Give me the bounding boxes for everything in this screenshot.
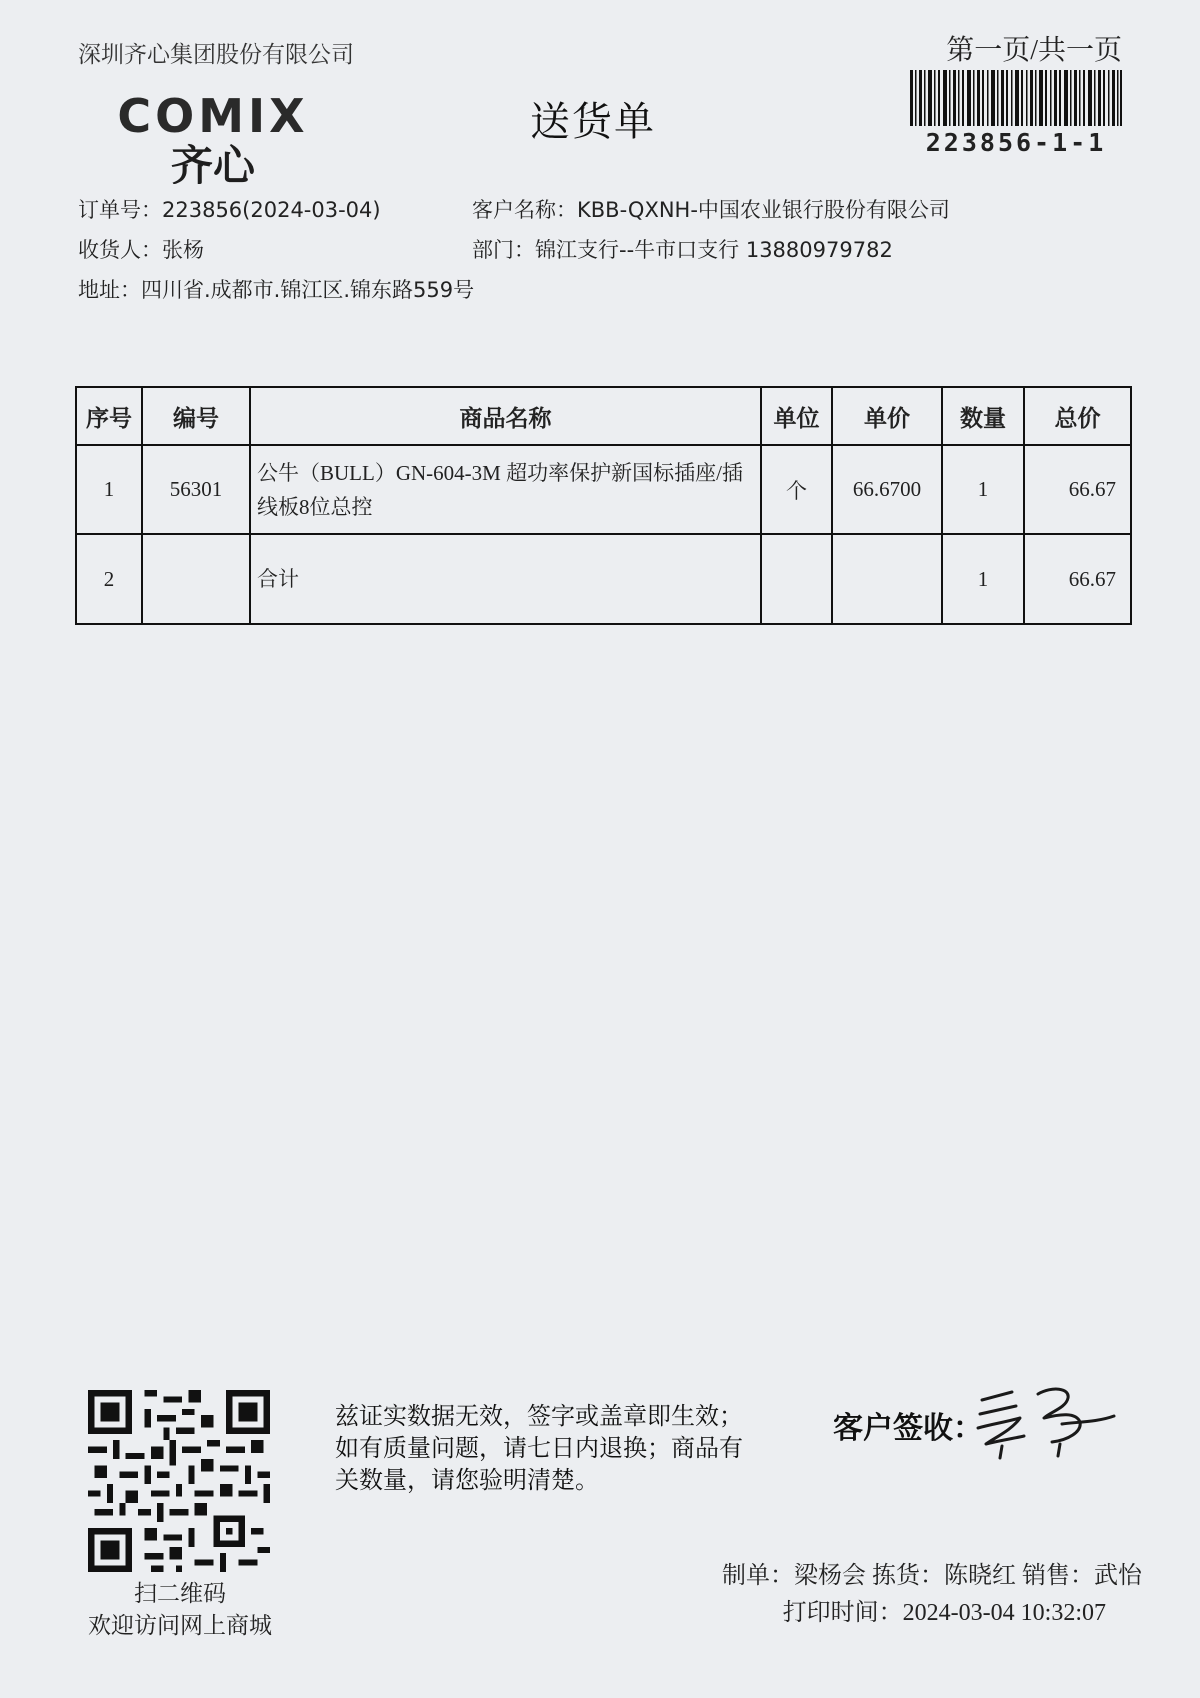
header-index: 序号 bbox=[76, 387, 142, 445]
cell-quantity: 1 bbox=[942, 534, 1024, 624]
staff-line: 制单：梁杨会 拣货：陈晓红 销售：武怡 bbox=[722, 1563, 1142, 1589]
table-row bbox=[76, 534, 1131, 624]
print-time: 打印时间：2024-03-04 10:32:07 bbox=[782, 1600, 1106, 1626]
comix-logo bbox=[98, 92, 328, 184]
cell-product-name: 合计 bbox=[250, 534, 761, 624]
header-code: 编号 bbox=[142, 387, 250, 445]
qr-caption-line-2: 欢迎访问网上商城 bbox=[88, 1613, 272, 1638]
receiver: 收货人：张杨 bbox=[78, 238, 204, 262]
cell-unit bbox=[761, 534, 832, 624]
notice-text: 兹证实数据无效，签字或盖章即生效；如有质量问题，请七日内退换；商品有关数量，请您验明清楚。 bbox=[335, 1402, 743, 1494]
barcode-number: 223856-1-1 bbox=[925, 128, 1107, 157]
header-total: 总价 bbox=[1024, 387, 1131, 445]
cell-quantity: 1 bbox=[942, 445, 1024, 534]
cell-total: 66.67 bbox=[1024, 534, 1131, 624]
customer-sign-label: 客户签收： bbox=[833, 1411, 983, 1446]
cell-unit-price: 66.6700 bbox=[832, 445, 942, 534]
table-row bbox=[76, 445, 1131, 534]
department: 部门：锦江支行--牛市口支行 13880979782 bbox=[472, 238, 893, 262]
cell-unit: 个 bbox=[761, 445, 832, 534]
table-header-row bbox=[76, 387, 1131, 445]
order-number: 订单号：223856(2024-03-04) bbox=[78, 198, 381, 222]
header-unit: 单位 bbox=[761, 387, 832, 445]
cell-product-name: 公牛（BULL）GN-604-3M 超功率保护新国标插座/插线板8位总控 bbox=[250, 445, 761, 534]
cell-code: 56301 bbox=[142, 445, 250, 534]
customer-name: 客户名称：KBB-QXNH-中国农业银行股份有限公司 bbox=[472, 198, 950, 222]
logo-text: COMIX bbox=[117, 92, 309, 143]
company-name: 深圳齐心集团股份有限公司 bbox=[78, 42, 354, 67]
cell-total: 66.67 bbox=[1024, 445, 1131, 534]
header-quantity: 数量 bbox=[942, 387, 1024, 445]
items-table bbox=[75, 386, 1132, 625]
logo-chinese: 齐心 bbox=[170, 141, 256, 184]
cell-unit-price bbox=[832, 534, 942, 624]
qr-caption-line-1: 扫二维码 bbox=[134, 1581, 226, 1606]
qr-caption bbox=[70, 1578, 290, 1642]
document-title: 送货单 bbox=[530, 99, 656, 145]
header-product-name: 商品名称 bbox=[250, 387, 761, 445]
address: 地址：四川省.成都市.锦江区.锦东路559号 bbox=[78, 278, 475, 302]
cell-index: 2 bbox=[76, 534, 142, 624]
cell-index: 1 bbox=[76, 445, 142, 534]
handwritten-signature bbox=[972, 1378, 1122, 1462]
page-indicator: 第一页/共一页 bbox=[946, 35, 1122, 66]
barcode-image bbox=[910, 70, 1122, 126]
qr-code-image bbox=[88, 1390, 270, 1572]
header-unit-price: 单价 bbox=[832, 387, 942, 445]
cell-code bbox=[142, 534, 250, 624]
